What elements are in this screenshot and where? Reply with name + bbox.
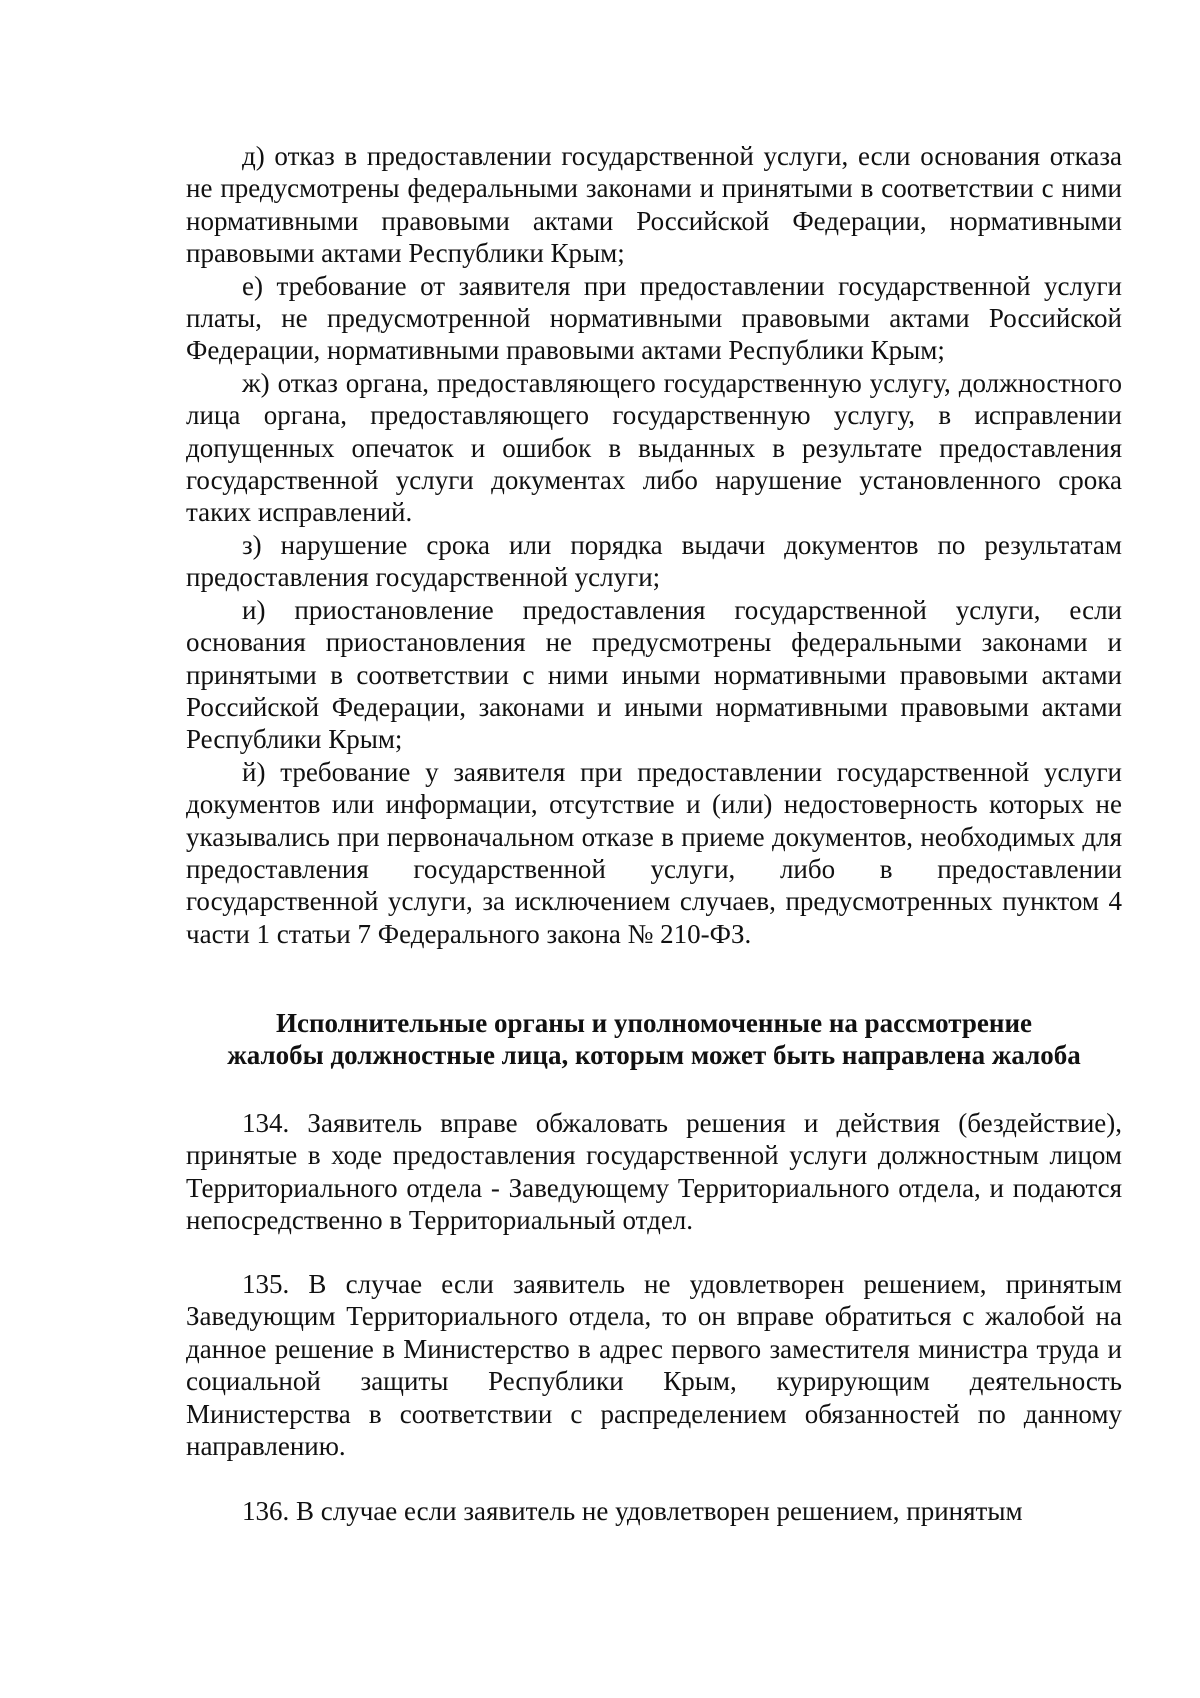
section-heading-line-2: жалобы должностные лица, которым может быть направлена жалоба	[227, 1040, 1081, 1071]
list-item-e: е) требование от заявителя при предоставлении государственной услуги платы, не предусмотренной нормативными правовыми актами Российской Федерации, нормативными правовыми актами Республики Крым;	[186, 270, 1122, 366]
list-item-zh: ж) отказ органа, предоставляющего государственную услугу, должностного лица органа, предоставляющего государственную услугу, в исправлении допущенных опечаток и ошибок в выданных в результате предоставления государственной услуги документах либо нарушение установленного срока таких исправлений.	[186, 367, 1122, 528]
paragraph-134: 134. Заявитель вправе обжаловать решения и действия (бездействие), принятые в ходе предоставления государственной услуги должностным лицом Территориального отдела - Заведующему Территориального отдела, и подаются непосредственно в Территориальный отдел.	[186, 1108, 1122, 1236]
paragraph-134-block	[186, 1107, 1122, 1237]
paragraph-136-block	[186, 1495, 1122, 1527]
section-heading-line-1: Исполнительные органы и уполномоченные на рассмотрение	[276, 1008, 1032, 1038]
list-item-d: д) отказ в предоставлении государственной услуги, если основания отказа не предусмотрены федеральными законами и принятыми в соответствии с ними нормативными правовыми актами Российской Федерации, нормативными правовыми актами Республики Крым;	[186, 141, 1122, 269]
list-item-j: й) требование у заявителя при предоставлении государственной услуги документов или информации, отсутствие и (или) недостоверность которых не указывались при первоначальном отказе в приеме документов, необходимых для предоставления государственной услуги, либо в предоставлении государственной услуги, за исключением случаев, предусмотренных пунктом 4 части 1 статьи 7 Федерального закона № 210-ФЗ.	[186, 756, 1122, 949]
paragraph-136: 136. В случае если заявитель не удовлетворен решением, принятым	[242, 1496, 1023, 1526]
paragraph-135: 135. В случае если заявитель не удовлетворен решением, принятым Заведующим Территориального отдела, то он вправе обратиться с жалобой на данное решение в Министерство в адрес первого заместителя министра труда и социальной защиты Республики Крым, курирующим деятельность Министерства в соответствии с распределением обязанностей по данному направлению.	[186, 1269, 1122, 1462]
section-heading	[186, 1007, 1122, 1072]
paragraph-135-block	[186, 1268, 1122, 1462]
complaint-grounds-list	[186, 140, 1122, 950]
list-item-i: и) приостановление предоставления государственной услуги, если основания приостановления не предусмотрены федеральными законами и принятыми в соответствии с ними иными нормативными правовыми актами Российской Федерации, законами и иными нормативными правовыми актами Республики Крым;	[186, 594, 1122, 755]
list-item-z: з) нарушение срока или порядка выдачи документов по результатам предоставления государственной услуги;	[186, 529, 1122, 593]
